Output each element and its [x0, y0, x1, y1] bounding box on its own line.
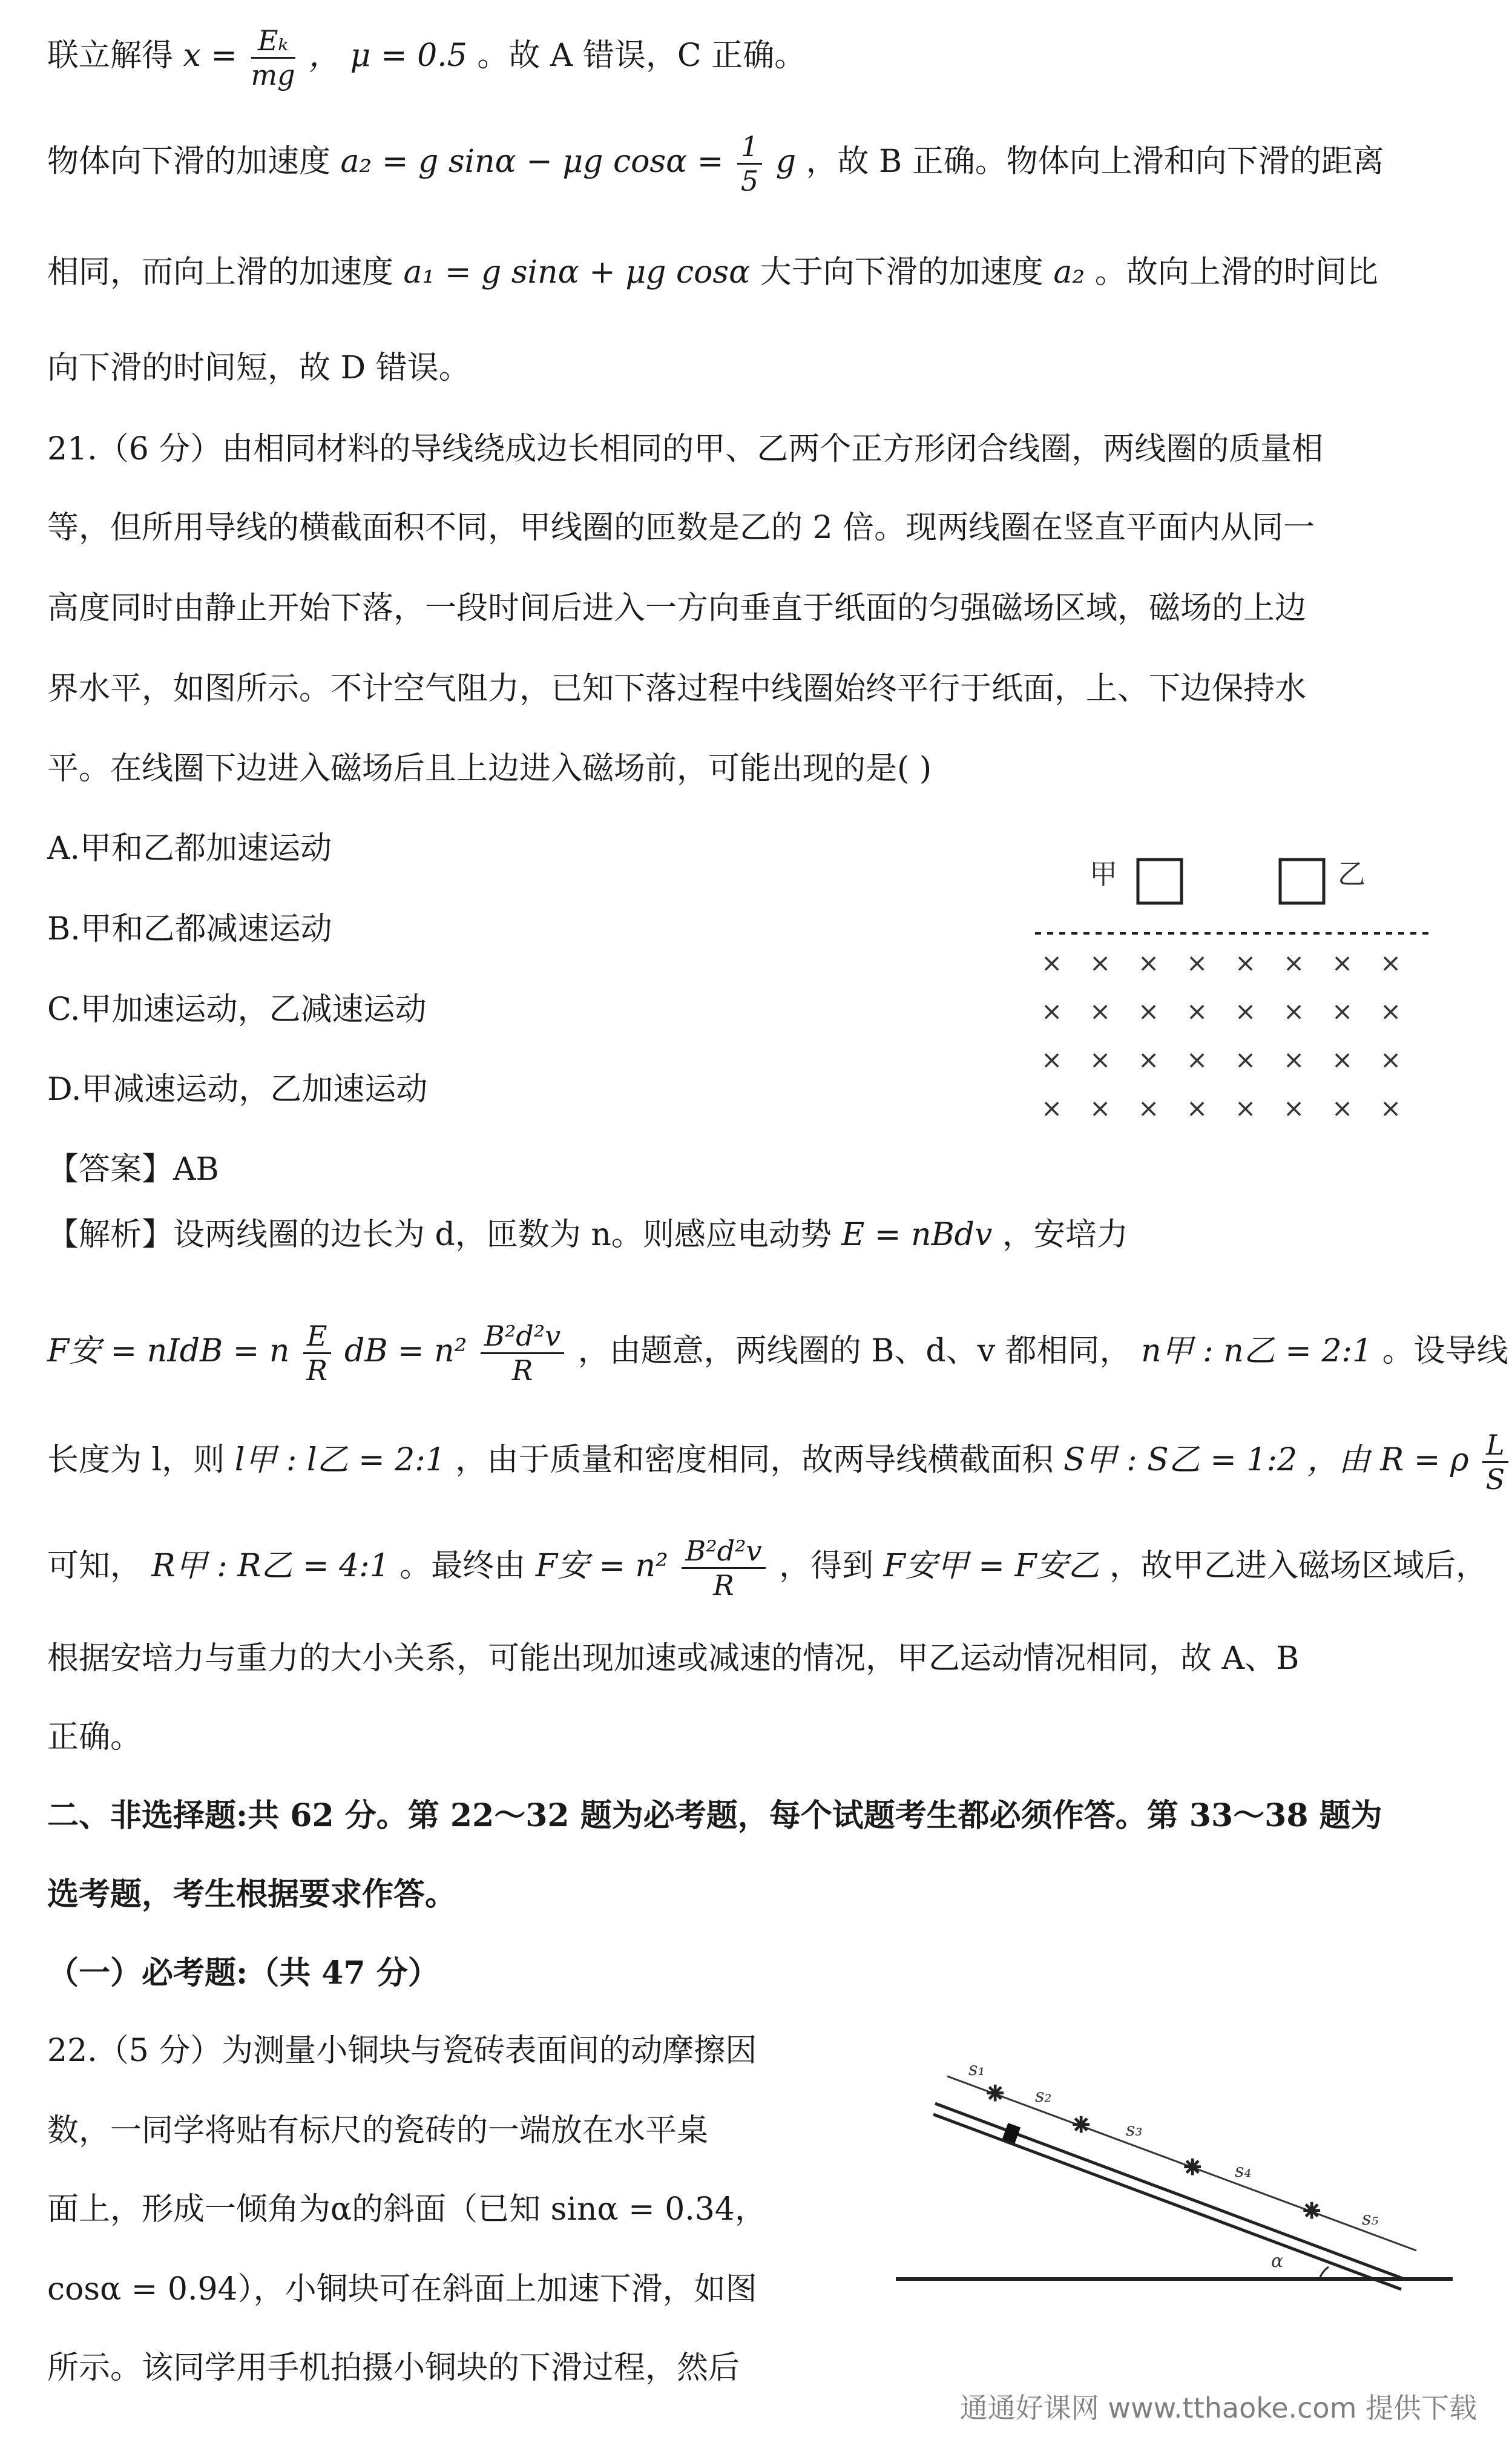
- field-cross: ×: [1332, 1045, 1353, 1074]
- fraction: [481, 1320, 564, 1387]
- segment-label: s₂: [1035, 2085, 1052, 2106]
- field-cross: ×: [1332, 948, 1353, 978]
- q21-option-a: A.甲和乙都加速运动: [47, 830, 332, 867]
- q21-line-3: 高度同时由静止开始下落，一段时间后进入一方向垂直于纸面的匀强磁场区域，磁场的上边: [47, 590, 1307, 627]
- tick-mark: ✳: [1303, 2199, 1321, 2223]
- text: ，由于质量和密度相同，故两导线横截面积: [455, 1442, 1054, 1478]
- field-cross: ×: [1041, 1093, 1063, 1123]
- fraction: [737, 130, 762, 197]
- coil-label-left: 甲: [1090, 858, 1117, 890]
- q22-line-1: 22.（5 分）为测量小铜块与瓷砖表面间的动摩擦因: [47, 2033, 757, 2069]
- q22-line-5: 所示。该同学用手机拍摄小铜块的下滑过程，然后: [47, 2350, 740, 2386]
- field-cross: ×: [1090, 996, 1111, 1026]
- coil-label-right: 乙: [1338, 858, 1366, 890]
- field-cross: ×: [1380, 1093, 1402, 1123]
- angle-label: α: [1271, 2251, 1284, 2272]
- field-cross: ×: [1235, 948, 1257, 978]
- text: 大于向下滑的加速度: [760, 254, 1044, 291]
- field-cross: ×: [1138, 1093, 1160, 1123]
- analysis-line-5: 根据安培力与重力的大小关系，可能出现加速或减速的情况，甲乙运动情况相同，故 A、B: [47, 1640, 1300, 1677]
- denominator: R: [306, 1354, 328, 1387]
- equation: ， μ = 0.5: [309, 38, 467, 74]
- q22-figure: [884, 2058, 1465, 2312]
- fraction: [303, 1320, 331, 1387]
- text: 。故向上滑的时间比: [1094, 254, 1378, 291]
- magnetic-field: [1041, 948, 1401, 1123]
- segment-label: s₅: [1362, 2208, 1379, 2229]
- coil-right: [1280, 860, 1324, 903]
- coil-left: [1138, 860, 1182, 903]
- text: ，得到: [779, 1548, 874, 1584]
- q22-line-2: 数，一同学将贴有标尺的瓷砖的一端放在水平桌: [47, 2113, 709, 2149]
- numerator: E: [303, 1320, 331, 1354]
- text: 联立解得: [47, 38, 174, 74]
- text: 。最终由: [399, 1548, 526, 1584]
- field-cross: ×: [1186, 1045, 1208, 1074]
- numerator: Eₖ: [251, 24, 295, 59]
- equation: S甲 : S乙 = 1:2: [1063, 1442, 1298, 1478]
- equation: g: [775, 143, 796, 180]
- field-cross: ×: [1283, 1045, 1305, 1074]
- text: 长度为 l，则: [47, 1442, 225, 1478]
- q22-line-4: cosα = 0.94），小铜块可在斜面上加速下滑，如图: [47, 2271, 757, 2307]
- field-cross: ×: [1380, 996, 1402, 1026]
- analysis-line-1: [47, 1217, 1128, 1253]
- section-heading-line-2: 选考题，考生根据要求作答。: [47, 1876, 457, 1913]
- field-cross: ×: [1332, 996, 1353, 1026]
- q21-answer: 【答案】AB: [47, 1151, 219, 1188]
- q21-option-c: C.甲加速运动，乙减速运动: [47, 992, 427, 1028]
- q21-line-4: 界水平，如图所示。不计空气阻力，已知下落过程中线圈始终平行于纸面，上、下边保持水: [47, 671, 1307, 707]
- field-cross: ×: [1283, 948, 1305, 978]
- field-cross: ×: [1380, 1045, 1402, 1074]
- incline-top: [935, 2103, 1404, 2279]
- q21-line-5: 平。在线圈下边进入磁场后且上边进入磁场前，可能出现的是( ): [47, 751, 932, 787]
- equation: n甲 : n乙 = 2:1: [1141, 1333, 1373, 1369]
- equation: F安 = nIdB = n: [47, 1333, 290, 1369]
- section-heading-line-1: 二、非选择题:共 62 分。第 22～32 题为必考题，每个试题考生都必须作答。第 33～38 题为: [47, 1797, 1382, 1834]
- equation: l甲 : l乙 = 2:1: [234, 1442, 445, 1478]
- analysis-line-6: 正确。: [47, 1719, 142, 1755]
- equation: a₂ = g sinα − μg cosα =: [340, 143, 724, 180]
- watermark: 通通好课网 www.tthaoke.com 提供下载: [959, 2392, 1477, 2424]
- field-cross: ×: [1235, 1093, 1257, 1123]
- q21-figure: [1029, 841, 1453, 1144]
- denominator: mg: [251, 59, 295, 91]
- q21-option-b: B.甲和乙都减速运动: [47, 911, 332, 947]
- equation: a₁ = g sinα + μg cosα: [403, 254, 751, 291]
- equation: F安 = n²: [535, 1548, 668, 1584]
- equation: R甲 : R乙 = 4:1: [151, 1548, 390, 1584]
- field-cross: ×: [1090, 1045, 1111, 1074]
- fraction: [251, 24, 295, 91]
- segment-label: s₄: [1235, 2160, 1252, 2182]
- solution-line-3: [47, 254, 1378, 291]
- equation: x =: [183, 38, 237, 74]
- analysis-line-4: [47, 1534, 1487, 1602]
- text: 可知，: [47, 1548, 142, 1584]
- denominator: S: [1485, 1463, 1505, 1496]
- fraction: [1482, 1429, 1508, 1496]
- field-cross: ×: [1235, 996, 1257, 1026]
- field-cross: ×: [1138, 948, 1160, 978]
- text: 物体向下滑的加速度: [47, 143, 331, 180]
- section-subheading: （一）必考题:（共 47 分）: [47, 1955, 439, 1991]
- q22-line-3: 面上，形成一倾角为α的斜面（已知 sinα = 0.34，: [47, 2191, 766, 2228]
- analysis-line-3: [47, 1429, 1512, 1496]
- denominator: 5: [740, 165, 759, 197]
- equation: a₂: [1053, 254, 1085, 291]
- tick-mark: ✳: [1073, 2113, 1090, 2137]
- field-cross: ×: [1283, 1093, 1305, 1123]
- text: ，故 B 正确。物体向上滑和向下滑的距离: [806, 143, 1384, 180]
- field-cross: ×: [1041, 948, 1063, 978]
- q21-line-2: 等，但所用导线的横截面积不同，甲线圈的匝数是乙的 2 倍。现两线圈在竖直平面内从同一: [47, 510, 1315, 546]
- segment-label: s₁: [968, 2059, 985, 2080]
- text: 。设导线: [1382, 1333, 1508, 1369]
- field-cross: ×: [1186, 996, 1208, 1026]
- fraction: [682, 1534, 765, 1602]
- q21-line-1: 21.（6 分）由相同材料的导线绕成边长相同的甲、乙两个正方形闭合线圈，两线圈的质量相: [47, 431, 1324, 467]
- equation: E = nBdv: [841, 1217, 993, 1253]
- field-cross: ×: [1235, 1045, 1257, 1074]
- incline-bottom: [933, 2114, 1401, 2289]
- text: 相同，而向上滑的加速度: [47, 254, 394, 291]
- solution-line-4: 向下滑的时间短，故 D 错误。: [47, 350, 470, 386]
- denominator: R: [713, 1569, 734, 1602]
- field-cross: ×: [1186, 948, 1208, 978]
- numerator: 1: [737, 130, 762, 165]
- field-cross: ×: [1138, 1045, 1160, 1074]
- text: 【解析】设两线圈的边长为 d，匝数为 n。则感应电动势: [47, 1217, 832, 1253]
- text: ，故甲乙进入磁场区域后，: [1109, 1548, 1487, 1584]
- equation: ，由 R = ρ: [1307, 1442, 1469, 1478]
- solution-line-1: [47, 24, 806, 91]
- numerator: B²d²v: [481, 1320, 564, 1354]
- field-cross: ×: [1041, 1045, 1063, 1074]
- numerator: B²d²v: [682, 1534, 765, 1569]
- field-cross: ×: [1380, 948, 1402, 978]
- field-cross: ×: [1283, 996, 1305, 1026]
- text: ，安培力: [1002, 1217, 1128, 1253]
- tick-mark: ✳: [987, 2082, 1004, 2106]
- field-cross: ×: [1090, 948, 1111, 978]
- segment-label: s₃: [1126, 2119, 1143, 2140]
- analysis-line-2: [47, 1320, 1508, 1387]
- field-cross: ×: [1090, 1093, 1111, 1123]
- field-cross: ×: [1041, 996, 1063, 1026]
- tick-mark: ✳: [1184, 2156, 1201, 2180]
- field-cross: ×: [1186, 1093, 1208, 1123]
- field-cross: ×: [1138, 996, 1160, 1026]
- equation: F安甲 = F安乙: [883, 1548, 1100, 1584]
- q21-option-d: D.甲减速运动，乙加速运动: [47, 1071, 428, 1108]
- numerator: L: [1482, 1429, 1508, 1463]
- equation: dB = n²: [344, 1333, 467, 1369]
- solution-line-2: [47, 130, 1384, 197]
- denominator: R: [511, 1354, 533, 1387]
- scale-line: [947, 2076, 1416, 2251]
- text: ，由题意，两线圈的 B、d、v 都相同，: [577, 1333, 1131, 1369]
- text: 。故 A 错误，C 正确。: [477, 38, 806, 74]
- field-cross: ×: [1332, 1093, 1353, 1123]
